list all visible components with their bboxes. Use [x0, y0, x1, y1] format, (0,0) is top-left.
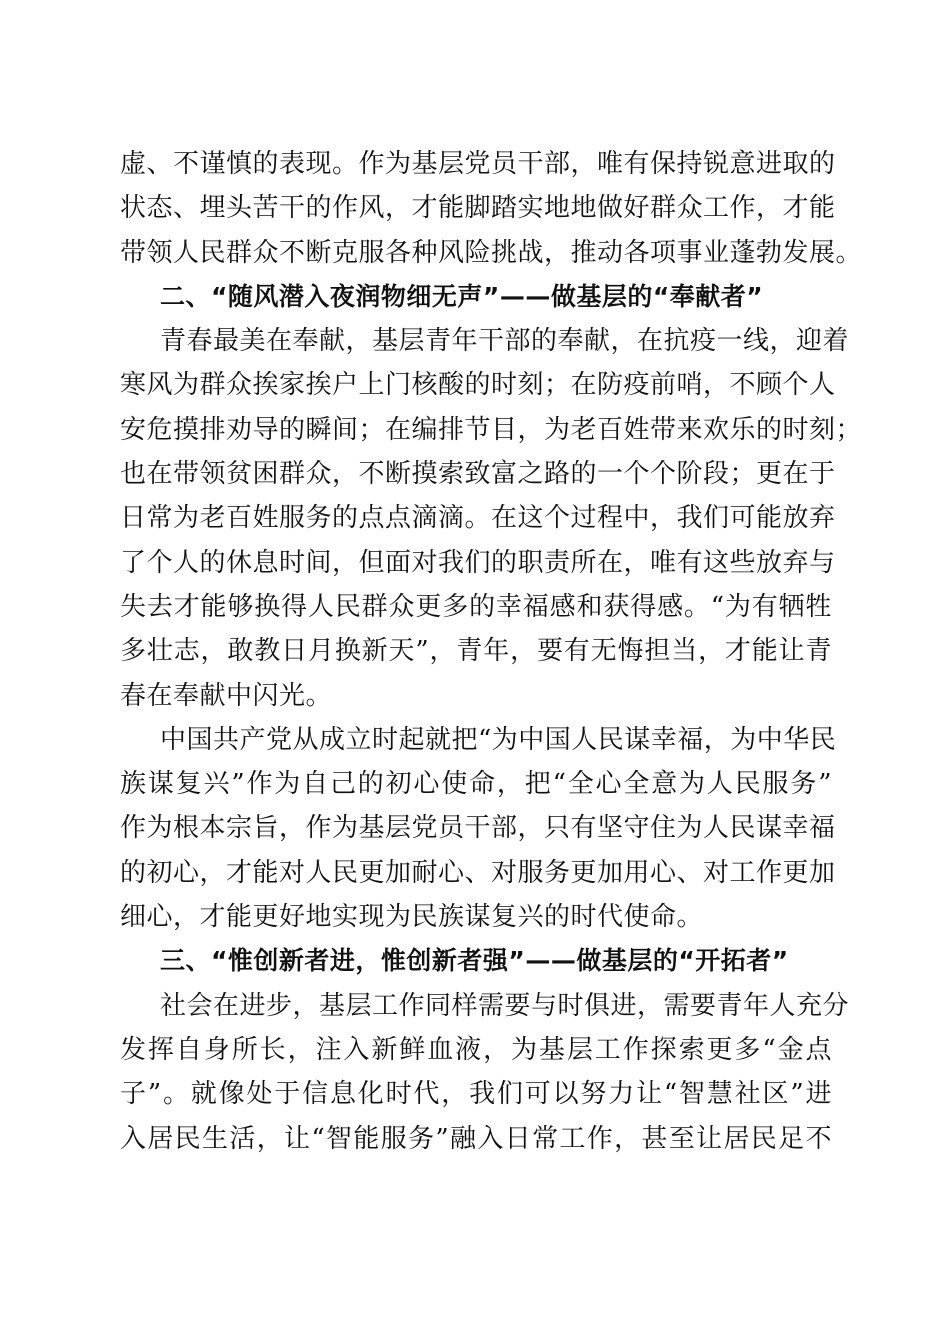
body-text-line: 状态、埋头苦干的作风，才能脚踏实地地做好群众工作，才能 [120, 193, 836, 224]
body-text-line: 的初心，才能对人民更加耐心、对服务更加用心、对工作更加 [120, 857, 836, 888]
body-text-line: 子”。就像处于信息化时代，我们可以努力让“智慧社区”进 [120, 1079, 832, 1110]
body-text-line: 作为根本宗旨，作为基层党员干部，只有坚守住为人民谋幸福 [120, 813, 836, 844]
body-text-line: 多壮志，敢教日月换新天”，青年，要有无悔担当，才能让青 [120, 636, 832, 667]
body-text-line: 中国共产党从成立时起就把“为中国人民谋幸福，为中华民 [160, 724, 837, 755]
body-text-line: 安危摸排劝导的瞬间；在编排节目，为老百姓带来欢乐的时刻； [120, 414, 863, 445]
body-text-line: 虚、不谨慎的表现。作为基层党员干部，唯有保持锐意进取的 [120, 149, 836, 179]
body-text-line: 入居民生活，让“智能服务”融入日常工作，甚至让居民足不 [120, 1123, 832, 1154]
document-body [120, 142, 863, 1161]
body-text-line: 细心，才能更好地实现为民族谋复兴的时代使命。 [120, 902, 704, 933]
body-text-line: 发挥自身所长，注入新鲜血液，为基层工作探索更多“金点 [120, 1034, 832, 1065]
body-text-line: 日常为老百姓服务的点点滴滴。在这个过程中，我们可能放弃 [120, 503, 836, 534]
body-text-line: 带领人民群众不断克服各种风险挑战，推动各项事业蓬勃发展。 [120, 237, 863, 268]
body-text-line: 社会在进步，基层工作同样需要与时俱进，需要青年人充分 [160, 990, 850, 1021]
body-text-line: 也在带领贫困群众，不断摸索致富之路的一个个阶段；更在于 [120, 459, 836, 490]
body-text-line: 族谋复兴”作为自己的初心使命，把“全心全意为人民服务” [120, 769, 832, 800]
body-text-line: 青春最美在奉献，基层青年干部的奉献，在抗疫一线，迎着 [160, 326, 850, 357]
body-text-line: 寒风为群众挨家挨户上门核酸的时刻；在防疫前哨，不顾个人 [120, 370, 836, 401]
body-text-line: 春在奉献中闪光。 [120, 680, 333, 711]
body-text-line: 了个人的休息时间，但面对我们的职责所在，唯有这些放弃与 [120, 547, 836, 578]
section-heading-3: 三、“惟创新者进，惟创新者强”——做基层的“开拓者” [160, 946, 789, 976]
section-heading-2: 二、“随风潜入夜润物细无声”——做基层的“奉献者” [160, 281, 764, 311]
body-text-line: 失去才能够换得人民群众更多的幸福感和获得感。“为有牺牲 [120, 591, 832, 622]
